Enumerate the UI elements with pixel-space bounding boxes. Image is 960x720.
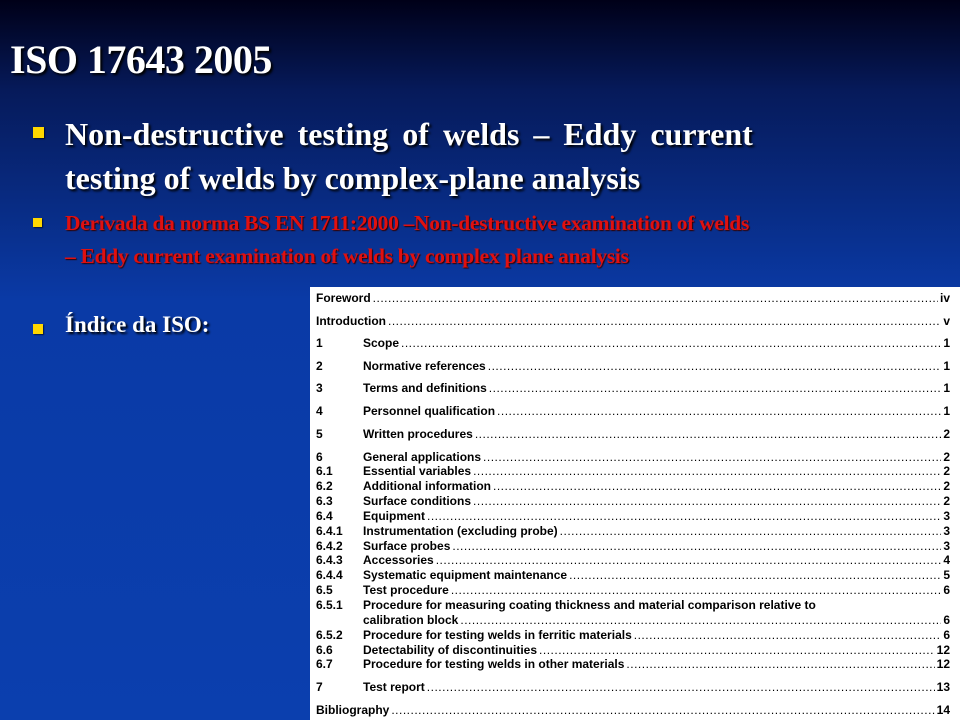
toc-leader-dots [634,628,942,643]
main-topic-line-2: testing of welds by complex-plane analysis [65,160,641,196]
toc-leader-dots [488,359,942,374]
toc-entry-title: Equipment [363,509,425,523]
table-of-contents-image [310,287,960,720]
toc-entry-title: Introduction [316,314,386,328]
toc-entry-title: Detectability of discontinuities [363,643,538,657]
toc-leader-dots [436,553,942,568]
toc-entry-title: Essential variables [363,464,472,478]
toc-entry-title: Foreword [316,291,371,305]
toc-entry-title: Test report [363,680,425,694]
toc-entry [316,539,950,554]
toc-leader-dots [473,494,941,509]
toc-entry-page: 12 [936,657,950,671]
toc-entry-page: 1 [943,336,950,350]
toc-entry-page: 1 [943,381,950,395]
toc-entry-title: calibration block [363,613,459,627]
toc-leader-dots [451,583,942,598]
toc-entry [316,359,950,374]
toc-entry-number: 2 [316,359,323,373]
toc-entry-title: Procedure for testing welds in ferritic materials [363,628,632,642]
toc-entry-page: 3 [943,524,950,538]
toc-leader-dots [497,404,941,419]
toc-entry [316,381,950,396]
toc-entry [316,583,950,598]
toc-entry [316,314,950,329]
toc-entry-number: 6.4.4 [316,568,343,582]
toc-entry-title: Scope [363,336,400,350]
slide-title: ISO 17643 2005 [10,37,272,82]
toc-entry [316,336,950,351]
toc-entry-page: 4 [943,553,950,567]
toc-entry [316,680,950,695]
toc-entry [316,643,950,658]
toc-leader-dots [560,524,942,539]
toc-entry-title: Additional information [363,479,491,493]
toc-entry-title: General applications [363,450,482,464]
toc-leader-dots [569,568,941,583]
bullet-icon [33,324,43,334]
toc-entry-number: 6.4.3 [316,553,343,567]
toc-entry-page: 3 [943,509,950,523]
derived-standard-line-1: Derivada da norma BS EN 1711:2000 –Non-destructive examination of welds [65,211,750,235]
toc-leader-dots [427,680,935,695]
bullet-icon [33,127,44,138]
toc-entry [316,703,950,718]
toc-entry-number: 7 [316,680,323,694]
toc-entry-title: Terms and definitions [363,381,487,395]
toc-entry-page: 2 [943,427,950,441]
toc-entry [316,464,950,479]
toc-entry-page: 5 [943,568,950,582]
toc-entry-number: 6.4.1 [316,524,343,538]
toc-entry-title: Instrumentation (excluding probe) [363,524,558,538]
toc-entry [316,427,950,442]
main-topic-text [65,112,865,200]
toc-entry-page: 2 [943,494,950,508]
toc-entry [316,657,950,672]
toc-entry-page: iv [939,291,950,305]
toc-entry-number: 6.5 [316,583,333,597]
toc-entry-number: 1 [316,336,323,350]
toc-entry [316,613,950,628]
toc-leader-dots [539,643,935,658]
toc-entry-number: 6.7 [316,657,333,671]
toc-entry-number: 6.3 [316,494,333,508]
toc-entry-title: Written procedures [363,427,473,441]
toc-leader-dots [473,464,941,479]
toc-entry-number: 6.4.2 [316,539,343,553]
toc-entry [316,509,950,524]
toc-entry-number: 3 [316,381,323,395]
toc-entry-title: Procedure for testing welds in other materials [363,657,625,671]
toc-entry-page: 6 [943,613,950,627]
toc-entry [316,291,950,306]
toc-entry-page: 13 [936,680,950,694]
toc-entry-title: Bibliography [316,703,390,717]
toc-entry-number: 6.1 [316,464,333,478]
toc-entry [316,404,950,419]
toc-leader-dots [373,291,938,306]
toc-entry [316,450,950,465]
toc-entry-page: 2 [943,479,950,493]
toc-entry-page: 3 [943,539,950,553]
toc-leader-dots [452,539,941,554]
toc-leader-dots [427,509,941,524]
toc-entry-title: Procedure for measuring coating thickness and material comparison relative to [363,598,816,612]
toc-entry [316,524,950,539]
index-label: Índice da ISO: [65,312,210,337]
toc-entry [316,628,950,643]
toc-entry-page: 12 [936,643,950,657]
toc-entry-page: 1 [943,359,950,373]
toc-entry [316,553,950,568]
toc-entry-page: 14 [936,703,950,717]
toc-entry-number: 6.2 [316,479,333,493]
derived-standard-text [65,207,945,273]
toc-leader-dots [388,314,941,329]
toc-entry [316,568,950,583]
toc-leader-dots [475,427,942,442]
toc-entry [316,598,950,613]
toc-leader-dots [401,336,941,351]
toc-entry-title: Personnel qualification [363,404,496,418]
toc-entry-page: 2 [943,464,950,478]
toc-entry-number: 6.5.2 [316,628,343,642]
toc-entry-title: Surface probes [363,539,451,553]
toc-entry-page: v [943,314,950,328]
toc-entry-page: 2 [943,450,950,464]
toc-leader-dots [489,381,942,396]
toc-leader-dots [626,657,934,672]
toc-leader-dots [460,613,941,628]
toc-leader-dots [493,479,941,494]
toc-entry-title: Surface conditions [363,494,472,508]
toc-entry-number: 5 [316,427,323,441]
bullet-icon [33,218,42,227]
toc-entry-number: 6 [316,450,323,464]
toc-entry-number: 6.5.1 [316,598,343,612]
toc-leader-dots [391,703,934,718]
toc-entry-page: 6 [943,583,950,597]
toc-entry-title: Systematic equipment maintenance [363,568,568,582]
toc-entry-page: 6 [943,628,950,642]
toc-leader-dots [483,450,941,465]
toc-entry [316,494,950,509]
toc-entry-title: Test procedure [363,583,449,597]
toc-entry-number: 6.4 [316,509,333,523]
toc-entry-number: 4 [316,404,323,418]
toc-entry-page: 1 [943,404,950,418]
toc-entry-title: Accessories [363,553,434,567]
toc-entry-title: Normative references [363,359,486,373]
toc-entry-number: 6.6 [316,643,333,657]
main-topic-line-1: Non-destructive testing of welds – Eddy current [65,116,753,152]
derived-standard-line-2: – Eddy current examination of welds by complex plane analysis [65,244,629,268]
toc-entry [316,479,950,494]
